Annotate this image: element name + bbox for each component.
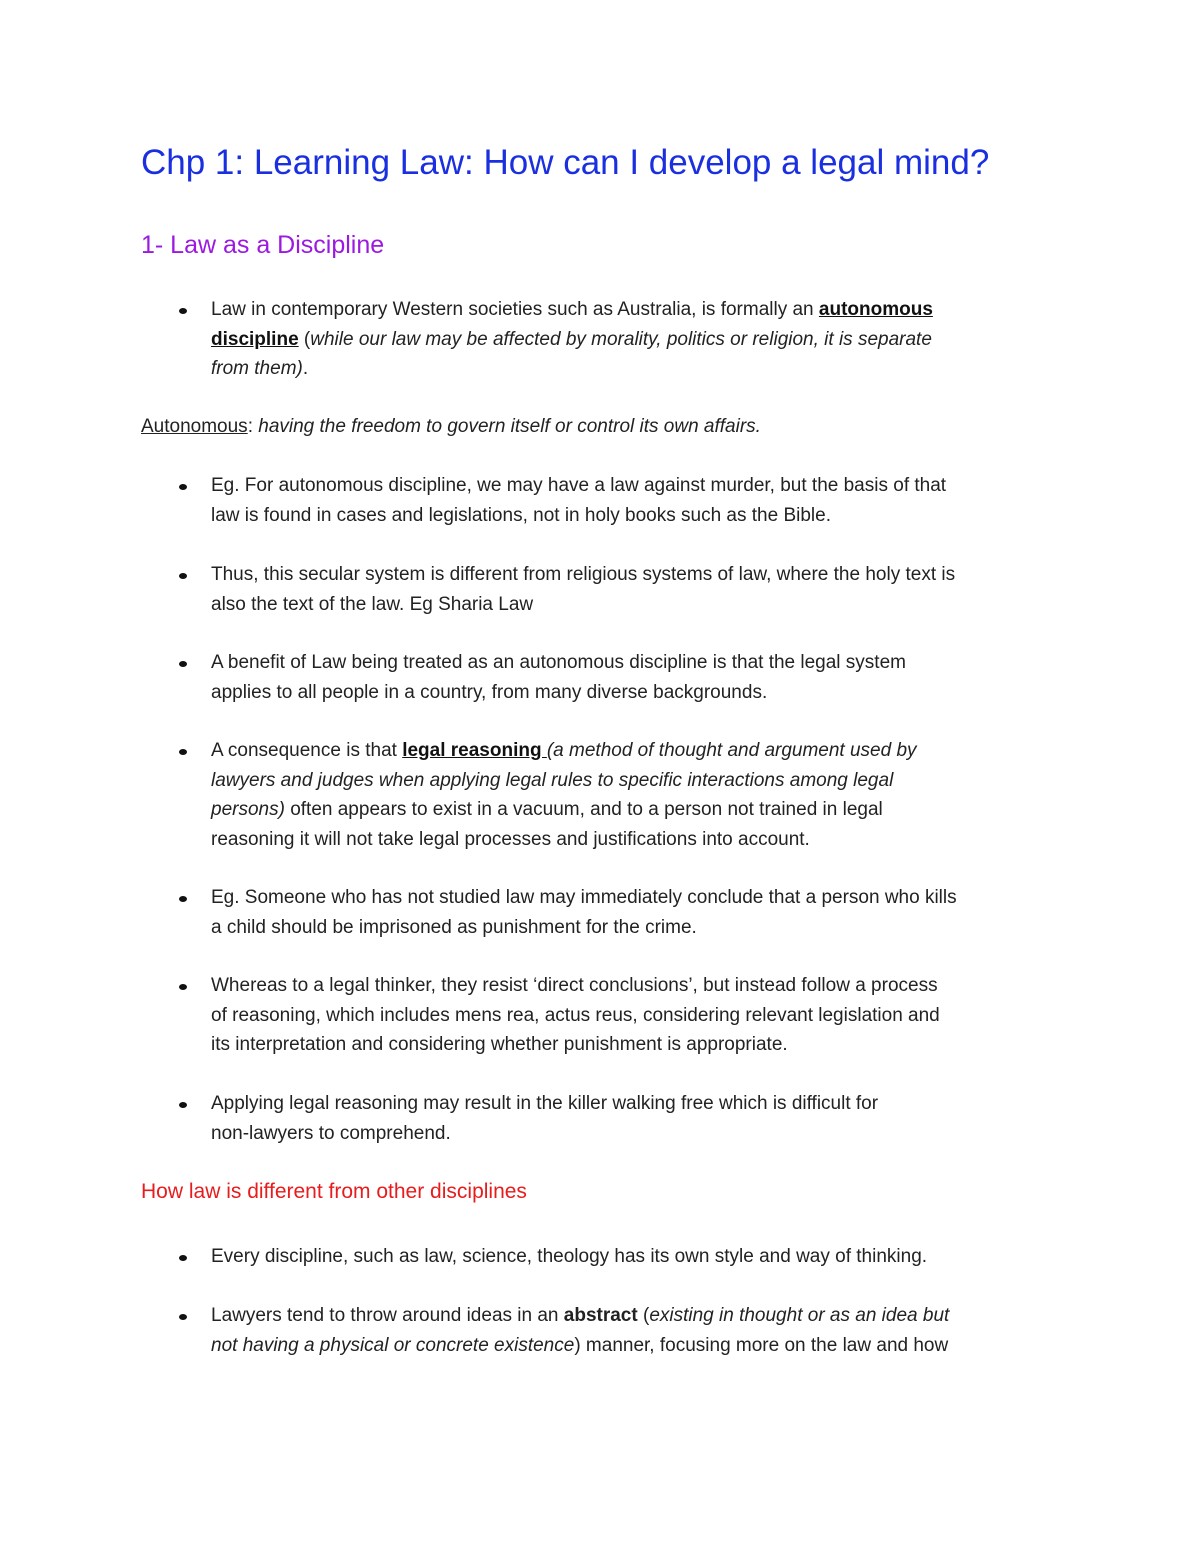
key-term: legal reasoning xyxy=(402,740,547,761)
document-title: Chp 1: Learning Law: How can I develop a legal mind? xyxy=(141,143,990,182)
bullet-icon xyxy=(179,1102,187,1108)
bullet-text: Every discipline, such as law, science, theology has its own style and way of thinking. xyxy=(211,1246,928,1267)
bullet-text: often appears to exist in a vacuum, and to a person not trained in legal xyxy=(284,799,883,820)
bullet-text: A benefit of Law being treated as an autonomous discipline is that the legal system xyxy=(211,652,906,673)
bullet-text: its interpretation and considering whether punishment is appropriate. xyxy=(211,1034,788,1055)
bullet-icon xyxy=(179,1314,187,1320)
bullet-text-italic: not having a physical or concrete existence xyxy=(211,1334,575,1356)
bullet-text: Thus, this secular system is different from religious systems of law, where the holy text is xyxy=(211,564,956,585)
list-item xyxy=(211,295,1091,384)
key-term: discipline xyxy=(211,328,299,350)
bullet-icon xyxy=(179,573,187,579)
definition-colon: : xyxy=(247,416,253,437)
list-item xyxy=(211,1301,1091,1360)
bullet-icon xyxy=(179,484,187,490)
bullet-text: Lawyers tend to throw around ideas in an xyxy=(211,1305,564,1326)
key-term: autonomous xyxy=(818,299,933,320)
key-term: abstract xyxy=(563,1305,638,1326)
bullet-text-italic: existing in thought or as an idea but xyxy=(649,1305,950,1326)
bullet-text-italic: from them) xyxy=(211,358,303,379)
list-item xyxy=(211,560,1091,619)
definition-term: Autonomous xyxy=(141,416,248,437)
bullet-text: non-lawyers to comprehend. xyxy=(211,1122,451,1144)
list-item xyxy=(211,736,1091,854)
bullet-text: also the text of the law. Eg Sharia Law xyxy=(211,593,534,615)
bullet-text: Eg. For autonomous discipline, we may have a law against murder, but the basis of that xyxy=(211,475,947,496)
bullet-icon xyxy=(179,749,187,755)
definition-text: having the freedom to govern itself or control its own affairs. xyxy=(252,416,761,437)
bullet-icon xyxy=(179,896,187,902)
bullet-icon xyxy=(179,661,187,667)
section-heading-law-as-discipline: 1- Law as a Discipline xyxy=(141,231,385,259)
bullet-text-italic: (a method of thought and argument used by xyxy=(546,740,917,761)
section-heading-law-different: How law is different from other disciplines xyxy=(141,1180,527,1203)
bullet-text: . xyxy=(302,358,309,379)
list-item xyxy=(211,1242,1091,1272)
list-item xyxy=(211,971,1091,1060)
bullet-text: Applying legal reasoning may result in the killer walking free which is difficult for xyxy=(211,1093,879,1114)
bullet-text: Eg. Someone who has not studied law may immediately conclude that a person who kills xyxy=(211,887,957,908)
bullet-text: Law in contemporary Western societies such as Australia, is formally an xyxy=(211,299,819,320)
bullet-icon xyxy=(179,308,187,314)
bullet-text: a child should be imprisoned as punishment for the crime. xyxy=(211,916,697,938)
bullet-text: of reasoning, which includes mens rea, actus reus, considering relevant legislation and xyxy=(211,1004,940,1026)
bullet-text: ) manner, focusing more on the law and how xyxy=(574,1334,949,1356)
list-item xyxy=(211,471,1091,530)
bullet-icon xyxy=(179,984,187,990)
bullet-text: law is found in cases and legislations, not in holy books such as the Bible. xyxy=(211,504,831,526)
bullet-text: applies to all people in a country, from many diverse backgrounds. xyxy=(211,681,768,703)
bullet-text: reasoning it will not take legal processes and justifications into account. xyxy=(211,828,810,850)
bullet-text: Whereas to a legal thinker, they resist ‘direct conclusions’, but instead follow a process xyxy=(211,975,938,996)
list-item xyxy=(211,883,1091,942)
bullet-text: A consequence is that xyxy=(211,740,403,761)
bullet-text: ( xyxy=(298,328,311,350)
bullet-text-italic: while our law may be affected by morality, politics or religion, it is separate xyxy=(310,328,932,350)
definition-paragraph xyxy=(141,412,761,442)
bullet-text-italic: lawyers and judges when applying legal rules to specific interactions among legal xyxy=(211,769,894,791)
bullet-text: ( xyxy=(637,1305,650,1326)
bullet-text-italic: persons) xyxy=(211,799,285,820)
list-item xyxy=(211,648,1091,707)
list-item xyxy=(211,1089,1091,1148)
bullet-icon xyxy=(179,1255,187,1261)
